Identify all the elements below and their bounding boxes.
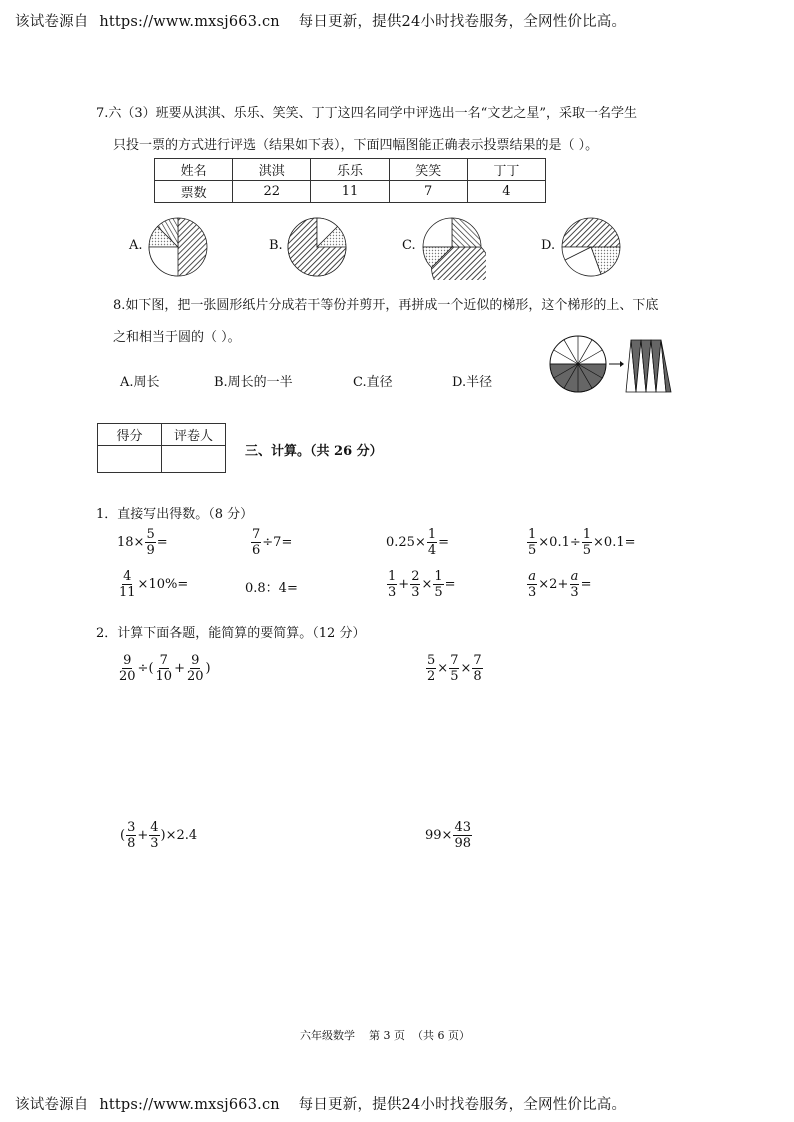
denominator: 6	[252, 543, 261, 558]
expr-6	[245, 577, 298, 596]
denominator: 5	[528, 543, 537, 558]
banner-slogan: 每日更新，提供24小时找卷服务，全网性价比高。	[298, 14, 627, 30]
expr-text: +	[137, 828, 149, 843]
numerator: 9	[123, 653, 132, 668]
numerator: 1	[388, 569, 397, 584]
numerator: 43	[454, 820, 471, 835]
denominator: 11	[119, 585, 136, 600]
table-cell: 笑笑	[389, 159, 467, 181]
fraction	[155, 654, 174, 683]
expr-text: ×0.1÷	[538, 535, 581, 550]
expr-text: 0.8：4=	[245, 581, 298, 596]
expr-text: =	[580, 577, 592, 592]
arrow-icon	[609, 361, 624, 367]
denominator: 3	[150, 836, 159, 851]
circle-to-trapezoid-figure	[548, 334, 678, 396]
fraction	[186, 654, 205, 683]
expr-text: (	[120, 828, 126, 843]
expr-text: =	[444, 577, 456, 592]
option-d-label[interactable]: D.	[541, 238, 556, 253]
pie-slice	[149, 247, 178, 276]
expr-text: ×0.1=	[593, 535, 636, 550]
fraction	[527, 570, 537, 599]
numerator: 7	[252, 527, 261, 542]
expr-text: ×	[460, 661, 472, 676]
sectored-circle	[550, 336, 606, 392]
fraction	[527, 528, 537, 557]
denominator: 3	[528, 585, 537, 600]
problem-4	[425, 821, 473, 850]
fraction	[118, 654, 137, 683]
expr-text: ÷(	[137, 661, 154, 676]
q7-line2: 只投一票的方式进行评选（结果如下表），下面四幅图能正确表示投票结果的是（ ）。	[113, 138, 599, 153]
expr-text: ÷7=	[262, 535, 293, 550]
expr-text: +	[398, 577, 410, 592]
problem-3	[120, 821, 197, 850]
option-a-label[interactable]: A.	[129, 238, 143, 253]
pie-option-a	[148, 216, 212, 280]
expr-text: 99×	[425, 828, 453, 843]
option-b-label[interactable]: B.	[269, 238, 283, 253]
grader-header: 评卷人	[162, 424, 226, 446]
bottom-banner	[15, 1093, 626, 1114]
banner-url[interactable]: https://www.mxsj663.cn	[99, 14, 280, 30]
votes-value-row	[155, 181, 546, 203]
table-cell: 淇淇	[233, 159, 311, 181]
table-cell: 姓名	[155, 159, 233, 181]
score-cell[interactable]	[98, 446, 162, 473]
fraction	[118, 570, 137, 599]
fraction	[145, 528, 155, 557]
numerator: 5	[427, 653, 436, 668]
part2-title: 2．计算下面各题，能简算的要简算。（12 分）	[96, 626, 366, 641]
expr-2	[250, 528, 292, 557]
expr-text: 18×	[117, 535, 145, 550]
table-cell: 乐乐	[311, 159, 389, 181]
banner-prefix: 该试卷源自	[15, 14, 89, 30]
top-banner	[15, 10, 626, 31]
pie-option-c	[422, 216, 486, 280]
denominator: 3	[570, 585, 579, 600]
denominator: 5	[434, 585, 443, 600]
denominator: 5	[450, 669, 459, 684]
numerator: a	[570, 569, 579, 584]
fraction	[387, 570, 397, 599]
q8-option-c[interactable]: C.直径	[353, 375, 393, 390]
numerator: 4	[150, 820, 159, 835]
denominator: 3	[388, 585, 397, 600]
numerator: a	[528, 569, 537, 584]
denominator: 20	[119, 669, 136, 684]
numerator: 3	[127, 820, 136, 835]
numerator: 7	[450, 653, 459, 668]
denominator: 8	[473, 669, 482, 684]
fraction	[453, 821, 472, 850]
table-cell: 7	[389, 181, 467, 203]
trapezoid-arrangement	[626, 340, 671, 392]
fraction	[569, 570, 579, 599]
fraction	[426, 654, 436, 683]
expr-text: 0.25×	[386, 535, 426, 550]
expr-text: =	[156, 535, 168, 550]
score-table	[97, 423, 226, 473]
fraction	[427, 528, 437, 557]
fraction	[449, 654, 459, 683]
fraction	[582, 528, 592, 557]
numerator: 1	[528, 527, 537, 542]
denominator: 9	[146, 543, 155, 558]
expr-5	[117, 570, 188, 599]
denominator: 2	[427, 669, 436, 684]
q8-option-d[interactable]: D.半径	[452, 375, 493, 390]
denominator: 3	[411, 585, 420, 600]
numerator: 1	[434, 569, 443, 584]
denominator: 8	[127, 836, 136, 851]
numerator: 9	[191, 653, 200, 668]
expr-1	[117, 528, 168, 557]
denominator: 10	[155, 669, 173, 684]
expr-7	[386, 570, 456, 599]
numerator: 7	[159, 653, 168, 668]
table-cell: 22	[233, 181, 311, 203]
pie-slice	[562, 218, 620, 247]
pie-option-d	[561, 216, 625, 280]
q8-line1: 8.如下图，把一张圆形纸片分成若干等份并剪开，再拼成一个近似的梯形，这个梯形的上、下底	[113, 298, 659, 313]
numerator: 1	[582, 527, 592, 542]
fraction	[433, 570, 443, 599]
table-cell: 票数	[155, 181, 233, 203]
q7-line1: 7.六（3）班要从淇淇、乐乐、笑笑、丁丁这四名同学中评选出一名“文艺之星”，采取一名学生	[96, 106, 637, 121]
banner-prefix: 该试卷源自	[15, 1097, 89, 1113]
pie-option-b	[287, 216, 351, 280]
expr-text: ×	[421, 577, 433, 592]
expr-4	[526, 528, 636, 557]
fraction	[126, 821, 136, 850]
page-footer: 六年级数学 第 3 页 （共 6 页）	[300, 1029, 470, 1042]
expr-8	[526, 570, 592, 599]
numerator: 7	[473, 653, 482, 668]
banner-slogan: 每日更新，提供24小时找卷服务，全网性价比高。	[298, 1097, 627, 1113]
expr-text: +	[174, 661, 185, 676]
grader-cell[interactable]	[162, 446, 226, 473]
denominator: 98	[454, 836, 471, 851]
expr-text: =	[438, 535, 450, 550]
q8-option-a[interactable]: A.周长	[120, 375, 160, 390]
fraction	[410, 570, 420, 599]
votes-table	[154, 158, 546, 203]
expr-text: ×2+	[538, 577, 569, 592]
part1-title: 1．直接写出得数。（8 分）	[96, 507, 254, 522]
pie-slice	[452, 218, 481, 247]
denominator: 20	[186, 669, 204, 684]
expr-text: ×	[437, 661, 449, 676]
numerator: 1	[427, 527, 437, 542]
fraction	[251, 528, 261, 557]
numerator: 2	[411, 569, 420, 584]
score-header: 得分	[98, 424, 162, 446]
q8-line2: 之和相当于圆的（ ）。	[113, 330, 241, 345]
q8-option-b[interactable]: B.周长的一半	[214, 375, 293, 390]
fraction	[472, 654, 482, 683]
votes-header-row	[155, 159, 546, 181]
problem-1	[117, 654, 211, 683]
expr-text: ×10%=	[137, 577, 189, 592]
table-cell: 11	[311, 181, 389, 203]
numerator: 5	[146, 527, 155, 542]
table-cell: 丁丁	[467, 159, 545, 181]
numerator: 4	[123, 569, 132, 584]
section-3-title: 三、计算。（共 26 分）	[245, 444, 383, 459]
denominator: 4	[427, 543, 437, 558]
denominator: 5	[582, 543, 592, 558]
expr-text: )×2.4	[160, 828, 198, 843]
fraction	[149, 821, 159, 850]
banner-url[interactable]: https://www.mxsj663.cn	[99, 1097, 280, 1113]
option-c-label[interactable]: C.	[402, 238, 416, 253]
expr-3	[386, 528, 449, 557]
problem-2	[425, 654, 484, 683]
pie-slice	[423, 218, 452, 247]
expr-text: )	[205, 661, 211, 676]
table-cell: 4	[467, 181, 545, 203]
